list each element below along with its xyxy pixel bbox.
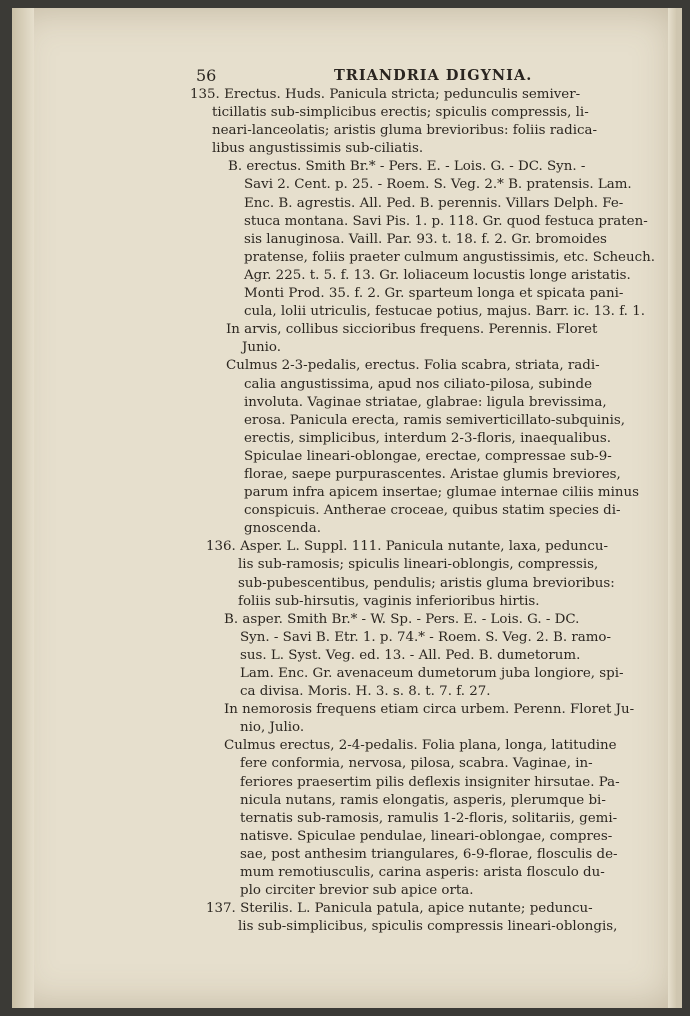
text-line: libus angustissimis sub-ciliatis.	[212, 141, 424, 157]
text-line: Savi 2. Cent. p. 25. - Roem. S. Veg. 2.* B. pratensis. Lam.	[244, 177, 632, 193]
text-line: In nemorosis frequens etiam circa urbem. Perenn. Floret Ju-	[224, 702, 635, 718]
text-line: natisve. Spiculae pendulae, lineari-oblongae, compres-	[240, 828, 613, 844]
text-line: lis sub-ramosis; spiculis lineari-oblongis, compressis,	[238, 557, 599, 573]
text-line: Agr. 225. t. 5. f. 13. Gr. loliaceum locustis longe aristatis.	[244, 267, 631, 283]
text-line: plo circiter brevior sub apice orta.	[240, 883, 474, 899]
text-line: cula, lolii utriculis, festucae potius, majus. Barr. ic. 13. f. 1.	[244, 304, 645, 320]
text-line: 135. Erectus. Huds. Panicula stricta; pedunculis semiver-	[190, 87, 581, 102]
synonymy-135	[228, 158, 668, 321]
text-line: parum infra apicem insertae; glumae internae ciliis minus	[244, 485, 640, 501]
text-line: Monti Prod. 35. f. 2. Gr. sparteum longa et spicata pani-	[244, 286, 624, 302]
text-line: Enc. B. agrestis. All. Ped. B. perennis. Villars Delph. Fe-	[244, 195, 624, 211]
page-spine-shadow	[12, 8, 34, 1008]
text-line: 136. Asper. L. Suppl. 111. Panicula nutante, laxa, peduncu-	[206, 539, 609, 555]
text-line: 137. Sterilis. L. Panicula patula, apice nutante; peduncu-	[206, 901, 593, 917]
text-line: Culmus erectus, 2-4-pedalis. Folia plana, longa, latitudine	[224, 738, 617, 754]
text-line: Culmus 2-3-pedalis, erectus. Folia scabra, striata, radi-	[226, 358, 600, 374]
text-line: conspicuis. Antherae croceae, quibus statim species di-	[244, 503, 621, 519]
text-line: stuca montana. Savi Pis. 1. p. 118. Gr. quod festuca praten-	[244, 213, 648, 229]
running-title: TRIANDRIA DIGYNIA.	[334, 67, 533, 84]
text-line: lis sub-simplicibus, spiculis compressis lineari-oblongis,	[238, 919, 618, 935]
book-page	[12, 8, 682, 1008]
text-line: neari-lanceolatis; aristis gluma brevioribus: foliis radica-	[212, 123, 598, 139]
text-line: Syn. - Savi B. Etr. 1. p. 74.* - Roem. S. Veg. 2. B. ramo-	[240, 629, 612, 645]
text-line: B. erectus. Smith Br.* - Pers. E. - Lois. G. - DC. Syn. -	[228, 159, 586, 175]
text-line: Junio.	[242, 340, 281, 356]
synonymy-136	[224, 611, 668, 701]
text-line: nio, Julio.	[240, 720, 305, 736]
text-line: ca divisa. Moris. H. 3. s. 8. t. 7. f. 27.	[240, 684, 491, 700]
text-line: erectis, simplicibus, interdum 2-3-floris, inaequalibus.	[244, 430, 611, 446]
text-line: Lam. Enc. Gr. avenaceum dumetorum juba longiore, spi-	[240, 666, 624, 681]
text-line: fere conformia, nervosa, pilosa, scabra. Vaginae, in-	[240, 756, 593, 772]
habitat-135	[226, 321, 668, 357]
text-line: mum remotiusculis, carina asperis: arista flosculo du-	[240, 865, 605, 881]
text-line: florae, saepe purpurascentes. Aristae glumis breviores,	[244, 466, 621, 482]
species-entry-135	[190, 86, 668, 158]
text-line: feriores praesertim pilis deflexis insigniter hirsutae. Pa-	[240, 774, 620, 790]
text-line: sus. L. Syst. Veg. ed. 13. - All. Ped. B. dumetorum.	[240, 647, 581, 663]
text-line: sis lanuginosa. Vaill. Par. 93. t. 18. f. 2. Gr. bromoides	[244, 231, 607, 247]
text-line: ticillatis sub-simplicibus erectis; spiculis compressis, li-	[212, 105, 589, 121]
description-136	[224, 737, 668, 900]
page-edge	[668, 8, 678, 1008]
text-line: nicula nutans, ramis elongatis, asperis, plerumque bi-	[240, 792, 606, 808]
habitat-136	[224, 701, 668, 737]
text-line: gnoscenda.	[244, 521, 321, 537]
text-line: In arvis, collibus siccioribus frequens. Perennis. Floret	[226, 322, 598, 338]
text-line: B. asper. Smith Br.* - W. Sp. - Pers. E. - Lois. G. - DC.	[224, 611, 580, 627]
species-entry-136	[206, 538, 668, 610]
species-entry-137	[206, 900, 668, 936]
text-line: foliis sub-hirsutis, vaginis inferioribus hirtis.	[238, 593, 540, 609]
page-header	[196, 66, 536, 88]
text-line: erosa. Panicula erecta, ramis semiverticillato-subquinis,	[244, 412, 626, 428]
page-body	[190, 86, 668, 936]
text-line: sae, post anthesim triangulares, 6-9-florae, flosculis de-	[240, 846, 618, 862]
description-135	[226, 357, 668, 538]
text-line: involuta. Vaginae striatae, glabrae: ligula brevissima,	[244, 394, 607, 410]
text-line: Spiculae lineari-oblongae, erectae, compressae sub-9-	[244, 448, 612, 464]
text-line: calia angustissima, apud nos ciliato-pilosa, subinde	[244, 376, 593, 392]
text-line: pratense, foliis praeter culmum angustissimis, etc. Scheuch.	[244, 249, 655, 265]
text-line: sub-pubescentibus, pendulis; aristis gluma brevioribus:	[238, 575, 615, 591]
page-number: 56	[196, 66, 217, 85]
text-line: ternatis sub-ramosis, ramulis 1-2-floris, solitariis, gemi-	[240, 810, 618, 826]
